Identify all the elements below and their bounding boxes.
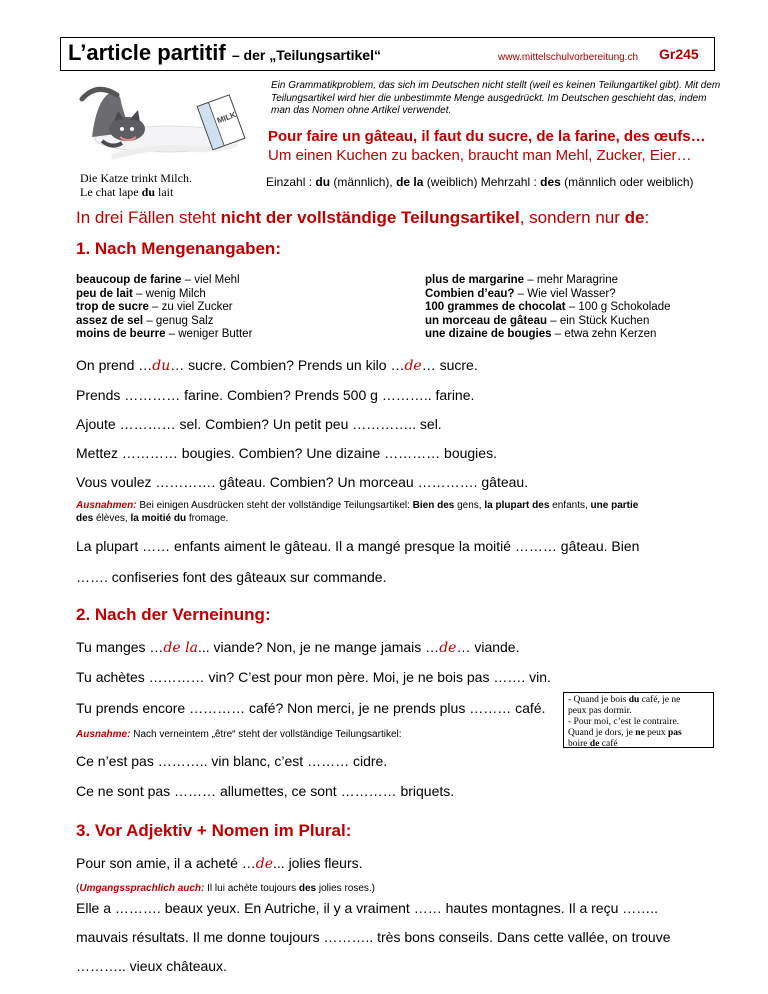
exception-note: Ausnahme: Nach verneintem „être“ steht der vollständige Teilungsartikel: [76, 729, 402, 740]
cat-milk-illustration [72, 77, 252, 172]
exercise-line: Prends ………… farine. Combien? Prends 500 g ……….. farine. [76, 387, 475, 403]
exercise-line: Elle a ………. beaux yeux. En Autriche, il y a vraiment …… hautes montagnes. Il a reçu …….. [76, 900, 659, 916]
exercise-line: ……….. vieux châteaux. [76, 958, 227, 974]
section-2-title: 2. Nach der Verneinung: [76, 605, 271, 624]
main-heading: In drei Fällen steht nicht der vollständige Teilungsartikel, sondern nur de: [76, 208, 650, 227]
exercise-line: La plupart …… enfants aiment le gâteau. Il a mangé presque la moitié ……… gâteau. Bien [76, 538, 640, 554]
caption-line-2: Le chat lape du lait [80, 185, 174, 199]
example-french: Pour faire un gâteau, il faut du sucre, de la farine, des œufs… [268, 128, 706, 145]
list-item: trop de sucre – zu viel Zucker [76, 301, 233, 313]
handwritten-answer: de [255, 856, 274, 872]
page-title: L’article partitif – der „Teilungsartikel“ [68, 40, 381, 65]
caption-line-1: Die Katze trinkt Milch. [80, 171, 192, 185]
article-forms-line: Einzahl : du (männlich), de la (weiblich) Mehrzahl : des (männlich oder weiblich) [266, 175, 694, 189]
exercise-line: Ce n’est pas ……….. vin blanc, c’est ……… cidre. [76, 753, 388, 769]
exercise-line: Pour son amie, il a acheté …de... jolies fleurs. [76, 855, 363, 872]
exercise-line: Vous voulez …………. gâteau. Combien? Un morceau …………. gâteau. [76, 474, 529, 490]
handwritten-answer: de la [163, 640, 198, 656]
exercise-line: On prend …du… sucre. Combien? Prends un kilo …de… sucre. [76, 357, 478, 374]
quantity-list-right [425, 274, 670, 342]
handwritten-answer: de [439, 640, 457, 656]
list-item: peu de lait – wenig Milch [76, 287, 206, 300]
list-item: moins de beurre – weniger Butter [76, 328, 253, 340]
website-url[interactable]: www.mittelschulvorbereitung.ch [498, 52, 639, 63]
exercise-line: Mettez ………… bougies. Combien? Une dizaine ………… bougies. [76, 445, 497, 461]
exercise-line: Tu manges …de la... viande? Non, je ne mange jamais …de… viande. [76, 639, 520, 656]
image-caption [80, 171, 192, 199]
list-item: une dizaine de bougies – etwa zehn Kerzen [425, 328, 657, 340]
list-item: Combien d’eau? – Wie viel Wasser? [425, 287, 616, 300]
grammar-note: Ein Grammatikproblem, das sich im Deutschen nicht stellt (weil es keinen Teilungartikel gibt). Mit dem Teilungsartikel wird hier die unbestimmte Menge ausgedrückt. Im Deutschen geschieht das, indem man das Nomen ohne Artikel verwendet. [271, 80, 721, 116]
example-german: Um einen Kuchen zu backen, braucht man Mehl, Zucker, Eier… [268, 147, 692, 164]
handwritten-answer: de [404, 358, 422, 374]
section-3-title: 3. Vor Adjektiv + Nomen im Plural: [76, 821, 352, 840]
quantity-list-left [76, 274, 252, 342]
exercise-line: Tu prends encore ………… café? Non merci, je ne prends plus ……… café. [76, 700, 546, 716]
list-item: assez de sel – genug Salz [76, 314, 214, 327]
list-item: plus de margarine – mehr Maragrine [425, 274, 619, 286]
page-subtitle: – der „Teilungsartikel“ [231, 47, 381, 63]
worksheet-code: Gr245 [659, 46, 699, 62]
section-1-title: 1. Nach Mengenangaben: [76, 239, 281, 258]
exercise-line: Ajoute ………… sel. Combien? Un petit peu ………….. sel. [76, 416, 442, 432]
exception-note: Ausnahmen: Bei einigen Ausdrücken steht der vollständige Teilungsartikel: Bien des gens, la plupart des enfants, une partie des élèves, la moitié du fromage. [76, 500, 639, 524]
list-item: 100 grammes de chocolat – 100 g Schokolade [425, 301, 671, 313]
milk-label: MILK [215, 110, 238, 126]
list-item: beaucoup de farine – viel Mehl [76, 274, 240, 286]
exercise-line: ……. confiseries font des gâteaux sur commande. [76, 569, 387, 585]
header-box [60, 37, 715, 71]
colloquial-note: (Umgangssprachlich auch: Il lui achète toujours des jolies roses.) [76, 883, 376, 894]
example-sidebox: - Quand je bois du café, je ne peux pas dormir. - Pour moi, c’est le contraire. Quand je dors, je ne peux pas boire de café [563, 692, 714, 748]
exercise-line: Tu achètes ………… vin? C’est pour mon père. Moi, je ne bois pas ……. vin. [76, 669, 551, 685]
handwritten-answer: du [152, 358, 171, 374]
exercise-line: mauvais résultats. Il me donne toujours ……….. très bons conseils. Dans cette vallée, on trouve [76, 929, 671, 945]
list-item: un morceau de gâteau – ein Stück Kuchen [425, 314, 650, 327]
exercise-line: Ce ne sont pas ……… allumettes, ce sont ………… briquets. [76, 783, 455, 799]
